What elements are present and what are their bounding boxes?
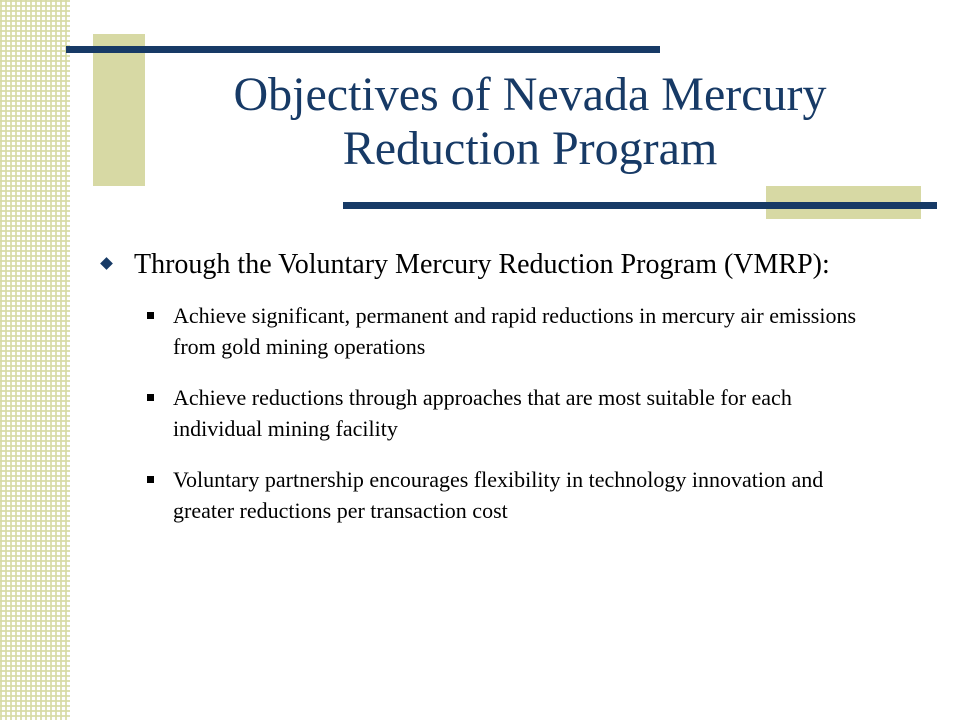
main-bullet-text: Through the Voluntary Mercury Reduction Program (VMRP):	[134, 249, 830, 280]
sub-bullet-text: Voluntary partnership encourages flexibility in technology innovation and greater reductions per transaction cost	[173, 467, 824, 523]
main-bullet	[100, 246, 860, 284]
decorative-block-top-left	[93, 34, 145, 186]
diamond-bullet-icon	[100, 257, 113, 270]
sub-bullet	[100, 382, 860, 444]
sub-bullet-list	[100, 300, 860, 526]
left-stripe-pattern	[0, 0, 70, 720]
sub-bullet	[100, 300, 860, 362]
slide-title: Objectives of Nevada Mercury Reduction Program	[233, 68, 827, 175]
decorative-line-top	[66, 46, 660, 53]
sub-bullet-text: Achieve significant, permanent and rapid reductions in mercury air emissions from gold mining operations	[173, 303, 857, 359]
sub-bullet-text: Achieve reductions through approaches that are most suitable for each individual mining facility	[173, 385, 792, 441]
slide-content	[100, 246, 860, 546]
square-bullet-icon	[147, 476, 154, 483]
square-bullet-icon	[147, 394, 154, 401]
decorative-line-bottom	[343, 202, 937, 209]
square-bullet-icon	[147, 312, 154, 319]
sub-bullet	[100, 464, 860, 526]
